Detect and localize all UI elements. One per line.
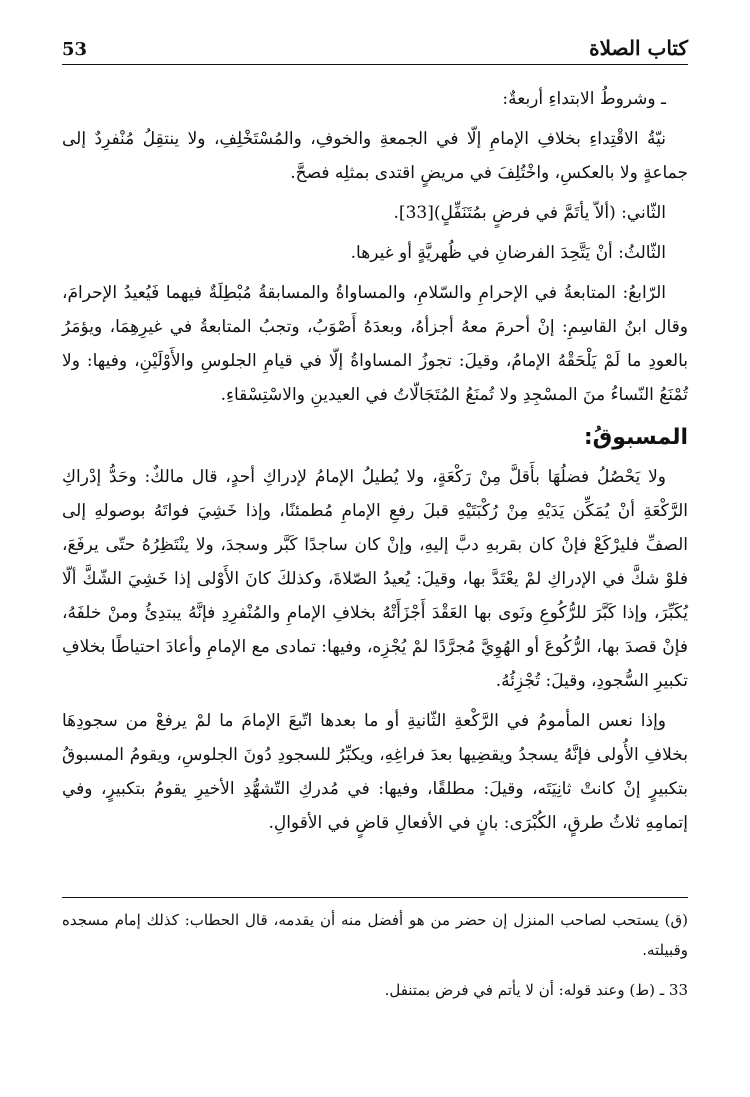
header-rule bbox=[62, 64, 688, 65]
condition-third-paragraph: الثّالثُ: أنْ يَتَّحِدَ الفرضانِ في ظُهريَّةٍ أو غيرها. bbox=[350, 243, 666, 263]
page-header bbox=[62, 28, 688, 60]
condition-fourth-paragraph: الرّابعُ: المتابعةُ في الإحرامِ والسّلامِ، والمساواةُ والمسابقةُ مُبْطِلَةٌ فيهما فَيُعيدُ الإحرامَ، وقال ابنُ القاسِمِ: إنْ أحرمَ معهُ أجزأهُ، وبعدَهُ أَصْوَبُ، وتجبُ المتابعةُ في غيرِهِمَا، ويؤمَرُ بالعودِ ما لَمْ يَلْحَقْهُ الإمامُ، وقيلَ: تجوزُ المساواةُ إلّا في قيامِ الجلوسِ والأَوْلَيْنِ، وفيها: ولا تُمْنَعُ النّساءُ منَ المسْجِدِ ولا تُمنَعُ المُتَجَالّاتُ في العيدينِ والاسْتِسْقاءِ. bbox=[62, 283, 688, 405]
masbuq-paragraph-2: وإذا نعس المأمومُ في الرَّكْعةِ الثّانيةِ أو ما بعدها اتّبعَ الإمامَ ما لمْ يرفعْ من سجودِهَا بخلافِ الأُولى فإنَّهُ يسجدُ ويقضِيها بعدَ فراغِهِ، ويكبِّرُ للسجودِ دُونَ الجلوسِ، ويقومُ المسبوقُ بتكبيرٍ إنْ كانتْ ثانِيَتَه، وقيلَ: مطلقًا، وفيها: في مُدركِ التّشهُّدِ الأخيرِ يقومُ بتكبيرٍ، وفي إتمامِهِ ثلاثُ طرقٍ، الكُبْرَى: بانٍ في الأفعالِ قاضٍ في الأقوالِ. bbox=[62, 711, 688, 833]
masbuq-paragraph-1: ولا يَحْصُلُ فضلُهَا بأَقلَّ مِنْ رَكْعَةٍ، ولا يُطيلُ الإمامُ لإدراكِ أحدٍ، قال مالكٌ: وحَدُّ إدْراكِ الرَّكْعَةِ أنْ يُمَكِّن يَدَيْهِ مِنْ رُكْبَتَيْهِ قبلَ رفعِ الإمامِ مُطمئنًا، وإذا خَشِيَ فواتَهُ بوصولهِ إلى الصفِّ فليرْكَعْ فإنْ كان بقربهِ دبَّ إليهِ، وإنْ كان ساجدًا كَبَّر وسجدَ، ولا ينْتَظِرُهُ حتّى يرفَعَ، فلوْ شكَّ في الإدراكِ لمْ يعْتَدَّ بها، وقيلَ: يُعيدُ الصّلاةَ، وكذلكَ كانَ الأَوْلى إذا خَشِيَ الشّكَّ ألّا يُكَبِّرَ، وإذا كَبَّرَ للرُّكُوعِ ونَوى بها العَقْدَ أَجْزَأَتْهُ بخلافِ الإمامِ والمُنْفرِدِ فإنَّهُ يبتدِئُ ومنْ خلفَهُ، فإنْ قصدَ بها، الرُّكُوعَ أو الهُوِيَّ مُجرَّدًا لمْ يُجْزِه، وفيها: تمادى مع الإمامِ وأعادَ احتياطًا بخلافِ تكبيرِ السُّجودِ، وقيلَ: تُجْزِئُهُ. bbox=[62, 467, 689, 691]
footnote-rule bbox=[62, 897, 688, 898]
main-text bbox=[62, 82, 688, 846]
condition-first-paragraph: نيّةُ الاقْتِداءِ بخلافِ الإمامِ إلّا في الجمعةِ والخوفِ، والمُسْتَخْلِفِ، ولا ينتقِلُ مُنْفرِدٌ إلى جماعةٍ ولا بالعكسِ، واخْتُلِفَ في مريضٍ اقتدى بمثلِه فصحَّ. bbox=[62, 129, 688, 183]
conditions-intro: ـ وشروطُ الابتداءِ أربعةٌ: bbox=[502, 89, 666, 109]
footnote-q: (ق) يستحب لصاحب المنزل إن حضر من هو أفضل منه أن يقدمه، قال الحطاب: كذلك إمام مسجده وقبيلته. bbox=[62, 911, 688, 959]
footnote-33: 33 ـ (ط) وعند قوله: أن لا يأتم في فرض بمتنفل. bbox=[384, 981, 688, 999]
running-title: كتاب الصلاة bbox=[589, 36, 688, 60]
condition-second-paragraph: الثّاني: (ألاّ يأتَمَّ في فرضٍ بمُتَنَفِّلٍ)[33]. bbox=[393, 203, 666, 223]
page-number: 53 bbox=[62, 39, 88, 60]
footnotes bbox=[62, 905, 688, 1015]
section-heading-masbuq: المسبوقُ: bbox=[583, 425, 688, 450]
